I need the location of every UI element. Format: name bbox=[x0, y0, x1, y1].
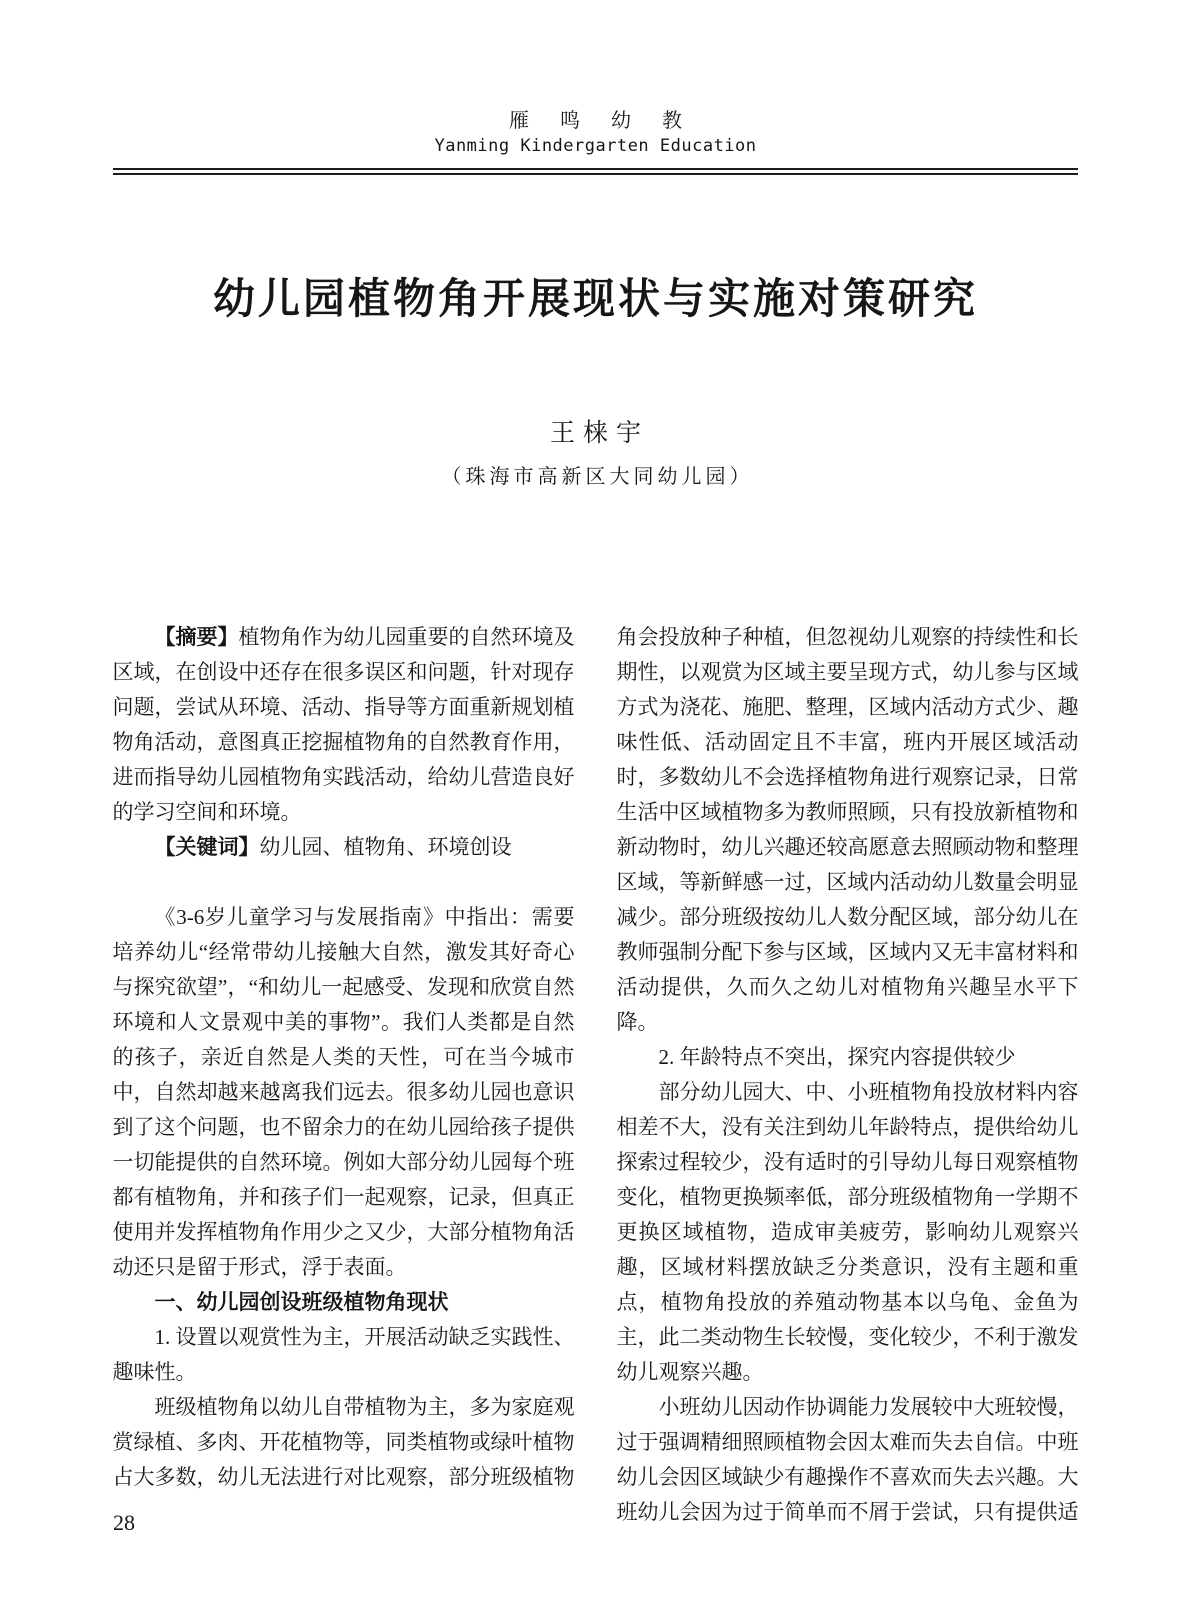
article-body bbox=[113, 620, 1079, 1530]
journal-name-english: Yanming Kindergarten Education bbox=[434, 136, 757, 156]
paragraph-small-class: 小班幼儿因动作协调能力发展较中大班较慢，过于强调精细照顾植物会因太难而失去自信。中班幼儿会因区域缺少有趣操作不喜欢而失去兴趣。大班幼儿会因为过于简单而不屑于尝试，只有提供适 bbox=[616, 1395, 1079, 1524]
paragraph-class-plant-corner-continued: 角会投放种子种植，但忽视幼儿观察的持续性和长期性，以观赏为区域主要呈现方式，幼儿参与区域方式为浇花、施肥、整理，区域内活动方式少、趣味性低、活动固定且不丰富，班内开展区域活动时，多数幼儿不会选择植物角进行观察记录，日常生活中区域植物多为教师照顾，只有投放新植物和新动物时，幼儿兴趣还较高愿意去照顾动物和整理区域，等新鲜感一过，区域内活动幼儿数量会明显减少。部分班级按幼儿人数分配区域，部分幼儿在教师强制分配下参与区域，区域内又无丰富材料和活动提供，久而久之幼儿对植物角兴趣呈水平下降。 bbox=[616, 625, 1079, 1034]
section-1-item-1: 1. 设置以观赏性为主，开展活动缺乏实践性、趣味性。 bbox=[112, 1325, 575, 1384]
article-affiliation: （珠海市高新区大同幼儿园） bbox=[441, 466, 754, 488]
abstract-paragraph bbox=[113, 620, 575, 830]
keywords-label: 【关键词】 bbox=[154, 836, 260, 859]
section-1-item-2: 2. 年龄特点不突出，探究内容提供较少 bbox=[658, 1045, 1016, 1069]
abstract-label: 【摘要】 bbox=[154, 626, 239, 649]
keywords-text: 幼儿园、植物角、环境创设 bbox=[259, 835, 512, 859]
section-1-heading: 一、幼儿园创设班级植物角现状 bbox=[154, 1291, 449, 1314]
page-number: 28 bbox=[113, 1510, 135, 1535]
intro-paragraph: 《3-6岁儿童学习与发展指南》中指出：需要培养幼儿“经常带幼儿接触大自然，激发其好奇心与探究欲望”，“和幼儿一起感受、发现和欣赏自然环境和人文景观中美的事物”。我们人类都是自然的孩子，亲近自然是人类的天性，可在当今城市中，自然却越来越离我们远去。很多幼儿园也意识到了这个问题，也不留余力的在幼儿园给孩子提供一切能提供的自然环境。例如大部分幼儿园每个班都有植物角，并和孩子们一起观察，记录，但真正使用并发挥植物角作用少之又少，大部分植物角活动还只是留于形式，浮于表面。 bbox=[112, 905, 575, 1279]
journal-name-chinese: 雁 鸣 幼 教 bbox=[509, 110, 695, 132]
journal-header bbox=[0, 108, 1191, 175]
article-title: 幼儿园植物角开展现状与实施对策研究 bbox=[212, 277, 978, 323]
header-divider-rule bbox=[113, 168, 1078, 175]
paragraph-age-characteristics: 部分幼儿园大、中、小班植物角投放材料内容相差不大，没有关注到幼儿年龄特点，提供给幼儿探索过程较少，没有适时的引导幼儿每日观察植物变化，植物更换频率低，部分班级植物角一学期不更换区域植物，造成审美疲劳，影响幼儿观察兴趣，区域材料摆放缺乏分类意识，没有主题和重点，植物角投放的养殖动物基本以乌龟、金鱼为主，此二类动物生长较慢，变化较少，不利于激发幼儿观察兴趣。 bbox=[616, 1080, 1079, 1384]
article-author: 王梾宇 bbox=[549, 420, 649, 447]
keywords-line bbox=[113, 830, 575, 865]
abstract-text: 植物角作为幼儿园重要的自然环境及区域，在创设中还存在很多误区和问题，针对现存问题，尝试从环境、活动、指导等方面重新规划植物角活动，意图真正挖掘植物角的自然教育作用，进而指导幼儿园植物角实践活动，给幼儿营造良好的学习空间和环境。 bbox=[112, 625, 575, 824]
left-column bbox=[113, 620, 575, 1530]
paragraph-class-plant-corner: 班级植物角以幼儿自带植物为主，多为家庭观赏绿植、多肉、开花植物等，同类植物或绿叶植物占大多数，幼儿无法进行对比观察，部分班级植物 bbox=[112, 1395, 575, 1489]
right-column bbox=[617, 620, 1079, 1530]
